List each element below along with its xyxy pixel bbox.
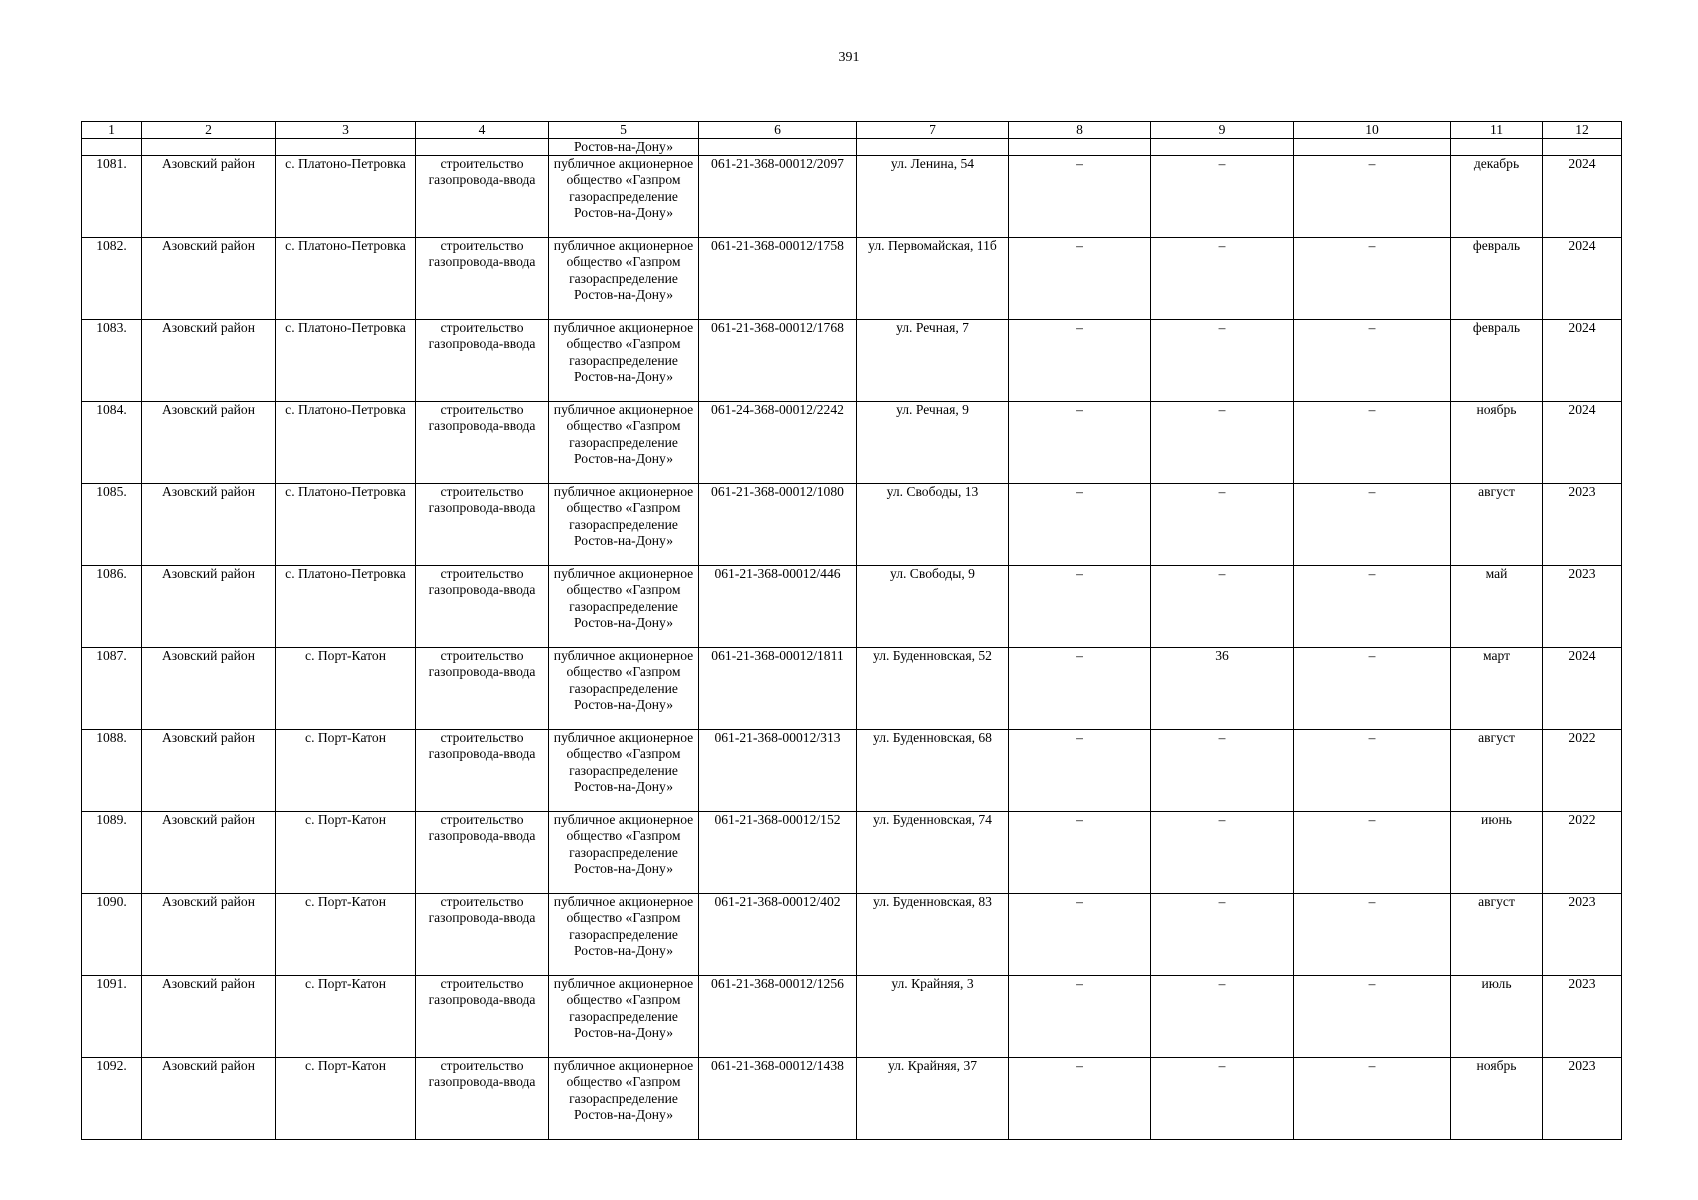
year-cell: 2023 xyxy=(1543,566,1622,648)
row-number-cell: 1091. xyxy=(82,976,142,1058)
month-cell: ноябрь xyxy=(1451,1058,1543,1140)
column-header: 3 xyxy=(276,122,416,139)
table-cell xyxy=(699,139,857,156)
organization-cell: публичное акционерное общество «Газпром газораспределение Ростов-на-Дону» xyxy=(549,648,699,730)
month-cell: март xyxy=(1451,648,1543,730)
work-type-cell: строительство газопровода-ввода xyxy=(416,812,549,894)
organization-cell: публичное акционерное общество «Газпром газораспределение Ростов-на-Дону» xyxy=(549,566,699,648)
object-id-cell: 061-21-368-00012/1256 xyxy=(699,976,857,1058)
district-cell: Азовский район xyxy=(142,402,276,484)
district-cell: Азовский район xyxy=(142,812,276,894)
table-row xyxy=(82,566,1622,648)
table-row xyxy=(82,730,1622,812)
row-number-cell: 1092. xyxy=(82,1058,142,1140)
month-cell: июнь xyxy=(1451,812,1543,894)
column-header: 12 xyxy=(1543,122,1622,139)
col8-cell: – xyxy=(1009,238,1151,320)
district-cell: Азовский район xyxy=(142,1058,276,1140)
address-cell: ул. Буденновская, 68 xyxy=(857,730,1009,812)
year-cell: 2024 xyxy=(1543,402,1622,484)
column-header: 5 xyxy=(549,122,699,139)
district-cell: Азовский район xyxy=(142,894,276,976)
table-row xyxy=(82,320,1622,402)
column-number-row xyxy=(82,122,1622,139)
table-row xyxy=(82,648,1622,730)
table-cell xyxy=(1543,139,1622,156)
object-id-cell: 061-21-368-00012/1768 xyxy=(699,320,857,402)
col10-cell: – xyxy=(1294,1058,1451,1140)
column-header: 8 xyxy=(1009,122,1151,139)
col8-cell: – xyxy=(1009,648,1151,730)
col9-cell: – xyxy=(1151,238,1294,320)
address-cell: ул. Свободы, 9 xyxy=(857,566,1009,648)
table-cell xyxy=(1451,139,1543,156)
col9-cell: – xyxy=(1151,1058,1294,1140)
district-cell: Азовский район xyxy=(142,484,276,566)
column-header: 6 xyxy=(699,122,857,139)
row-number-cell: 1089. xyxy=(82,812,142,894)
col9-cell: – xyxy=(1151,894,1294,976)
work-type-cell: строительство газопровода-ввода xyxy=(416,648,549,730)
col8-cell: – xyxy=(1009,320,1151,402)
month-cell: май xyxy=(1451,566,1543,648)
table-row xyxy=(82,812,1622,894)
locality-cell: с. Порт-Катон xyxy=(276,812,416,894)
col8-cell: – xyxy=(1009,730,1151,812)
col9-cell: – xyxy=(1151,402,1294,484)
col9-cell: – xyxy=(1151,976,1294,1058)
table-cell xyxy=(857,139,1009,156)
col9-cell: – xyxy=(1151,566,1294,648)
work-type-cell: строительство газопровода-ввода xyxy=(416,402,549,484)
month-cell: август xyxy=(1451,730,1543,812)
locality-cell: с. Порт-Катон xyxy=(276,730,416,812)
row-number-cell: 1081. xyxy=(82,156,142,238)
work-type-cell: строительство газопровода-ввода xyxy=(416,320,549,402)
row-number-cell: 1090. xyxy=(82,894,142,976)
col10-cell: – xyxy=(1294,320,1451,402)
column-header: 9 xyxy=(1151,122,1294,139)
month-cell: ноябрь xyxy=(1451,402,1543,484)
address-cell: ул. Крайняя, 3 xyxy=(857,976,1009,1058)
col10-cell: – xyxy=(1294,156,1451,238)
object-id-cell: 061-21-368-00012/1080 xyxy=(699,484,857,566)
district-cell: Азовский район xyxy=(142,730,276,812)
locality-cell: с. Платоно-Петровка xyxy=(276,156,416,238)
year-cell: 2022 xyxy=(1543,812,1622,894)
locality-cell: с. Платоно-Петровка xyxy=(276,566,416,648)
table-row xyxy=(82,894,1622,976)
year-cell: 2022 xyxy=(1543,730,1622,812)
object-id-cell: 061-21-368-00012/446 xyxy=(699,566,857,648)
work-type-cell: строительство газопровода-ввода xyxy=(416,1058,549,1140)
col10-cell: – xyxy=(1294,484,1451,566)
col9-cell: 36 xyxy=(1151,648,1294,730)
organization-cell: публичное акционерное общество «Газпром газораспределение Ростов-на-Дону» xyxy=(549,730,699,812)
col8-cell: – xyxy=(1009,566,1151,648)
locality-cell: с. Порт-Катон xyxy=(276,1058,416,1140)
col8-cell: – xyxy=(1009,976,1151,1058)
organization-cell: публичное акционерное общество «Газпром газораспределение Ростов-на-Дону» xyxy=(549,812,699,894)
locality-cell: с. Платоно-Петровка xyxy=(276,238,416,320)
col8-cell: – xyxy=(1009,402,1151,484)
address-cell: ул. Речная, 7 xyxy=(857,320,1009,402)
table-row xyxy=(82,402,1622,484)
col8-cell: – xyxy=(1009,894,1151,976)
year-cell: 2023 xyxy=(1543,976,1622,1058)
column-header: 10 xyxy=(1294,122,1451,139)
address-cell: ул. Буденновская, 83 xyxy=(857,894,1009,976)
locality-cell: с. Порт-Катон xyxy=(276,976,416,1058)
row-number-cell: 1086. xyxy=(82,566,142,648)
address-cell: ул. Свободы, 13 xyxy=(857,484,1009,566)
object-id-cell: 061-24-368-00012/2242 xyxy=(699,402,857,484)
month-cell: февраль xyxy=(1451,320,1543,402)
district-cell: Азовский район xyxy=(142,648,276,730)
address-cell: ул. Крайняя, 37 xyxy=(857,1058,1009,1140)
year-cell: 2024 xyxy=(1543,648,1622,730)
locality-cell: с. Платоно-Петровка xyxy=(276,402,416,484)
table-cell xyxy=(142,139,276,156)
data-table xyxy=(81,121,1622,1140)
year-cell: 2024 xyxy=(1543,156,1622,238)
district-cell: Азовский район xyxy=(142,238,276,320)
column-header: 4 xyxy=(416,122,549,139)
row-number-cell: 1085. xyxy=(82,484,142,566)
organization-cell: публичное акционерное общество «Газпром газораспределение Ростов-на-Дону» xyxy=(549,402,699,484)
col9-cell: – xyxy=(1151,730,1294,812)
object-id-cell: 061-21-368-00012/152 xyxy=(699,812,857,894)
district-cell: Азовский район xyxy=(142,566,276,648)
col10-cell: – xyxy=(1294,566,1451,648)
table-cell xyxy=(1294,139,1451,156)
object-id-cell: 061-21-368-00012/313 xyxy=(699,730,857,812)
col10-cell: – xyxy=(1294,812,1451,894)
table-cell xyxy=(276,139,416,156)
year-cell: 2023 xyxy=(1543,1058,1622,1140)
work-type-cell: строительство газопровода-ввода xyxy=(416,894,549,976)
row-number-cell: 1087. xyxy=(82,648,142,730)
object-id-cell: 061-21-368-00012/402 xyxy=(699,894,857,976)
locality-cell: с. Порт-Катон xyxy=(276,894,416,976)
table-row xyxy=(82,1058,1622,1140)
col9-cell: – xyxy=(1151,156,1294,238)
year-cell: 2024 xyxy=(1543,238,1622,320)
col10-cell: – xyxy=(1294,730,1451,812)
column-header: 7 xyxy=(857,122,1009,139)
locality-cell: с. Платоно-Петровка xyxy=(276,320,416,402)
object-id-cell: 061-21-368-00012/1811 xyxy=(699,648,857,730)
column-header: 11 xyxy=(1451,122,1543,139)
col9-cell: – xyxy=(1151,484,1294,566)
table-cell xyxy=(82,139,142,156)
organization-cell: публичное акционерное общество «Газпром газораспределение Ростов-на-Дону» xyxy=(549,156,699,238)
work-type-cell: строительство газопровода-ввода xyxy=(416,730,549,812)
object-id-cell: 061-21-368-00012/2097 xyxy=(699,156,857,238)
address-cell: ул. Первомайская, 11б xyxy=(857,238,1009,320)
work-type-cell: строительство газопровода-ввода xyxy=(416,566,549,648)
col8-cell: – xyxy=(1009,484,1151,566)
work-type-cell: строительство газопровода-ввода xyxy=(416,238,549,320)
work-type-cell: строительство газопровода-ввода xyxy=(416,156,549,238)
month-cell: июль xyxy=(1451,976,1543,1058)
col10-cell: – xyxy=(1294,402,1451,484)
column-header: 1 xyxy=(82,122,142,139)
month-cell: декабрь xyxy=(1451,156,1543,238)
table-row xyxy=(82,238,1622,320)
month-cell: август xyxy=(1451,894,1543,976)
locality-cell: с. Порт-Катон xyxy=(276,648,416,730)
column-header: 2 xyxy=(142,122,276,139)
object-id-cell: 061-21-368-00012/1438 xyxy=(699,1058,857,1140)
table-cell xyxy=(1009,139,1151,156)
organization-cell: публичное акционерное общество «Газпром газораспределение Ростов-на-Дону» xyxy=(549,238,699,320)
work-type-cell: строительство газопровода-ввода xyxy=(416,976,549,1058)
row-number-cell: 1083. xyxy=(82,320,142,402)
month-cell: август xyxy=(1451,484,1543,566)
locality-cell: с. Платоно-Петровка xyxy=(276,484,416,566)
address-cell: ул. Ленина, 54 xyxy=(857,156,1009,238)
work-type-cell: строительство газопровода-ввода xyxy=(416,484,549,566)
organization-cell: публичное акционерное общество «Газпром газораспределение Ростов-на-Дону» xyxy=(549,894,699,976)
col9-cell: – xyxy=(1151,320,1294,402)
col8-cell: – xyxy=(1009,156,1151,238)
org-continuation-cell: Ростов-на-Дону» xyxy=(549,139,699,156)
row-number-cell: 1084. xyxy=(82,402,142,484)
col10-cell: – xyxy=(1294,976,1451,1058)
col10-cell: – xyxy=(1294,238,1451,320)
row-number-cell: 1082. xyxy=(82,238,142,320)
district-cell: Азовский район xyxy=(142,976,276,1058)
organization-cell: публичное акционерное общество «Газпром газораспределение Ростов-на-Дону» xyxy=(549,1058,699,1140)
continuation-row xyxy=(82,139,1622,156)
organization-cell: публичное акционерное общество «Газпром газораспределение Ростов-на-Дону» xyxy=(549,320,699,402)
col10-cell: – xyxy=(1294,894,1451,976)
table-cell xyxy=(416,139,549,156)
col10-cell: – xyxy=(1294,648,1451,730)
col8-cell: – xyxy=(1009,1058,1151,1140)
object-id-cell: 061-21-368-00012/1758 xyxy=(699,238,857,320)
table-cell xyxy=(1151,139,1294,156)
month-cell: февраль xyxy=(1451,238,1543,320)
page-number: 391 xyxy=(838,50,860,65)
address-cell: ул. Буденновская, 74 xyxy=(857,812,1009,894)
district-cell: Азовский район xyxy=(142,320,276,402)
year-cell: 2024 xyxy=(1543,320,1622,402)
table-row xyxy=(82,976,1622,1058)
year-cell: 2023 xyxy=(1543,484,1622,566)
address-cell: ул. Речная, 9 xyxy=(857,402,1009,484)
district-cell: Азовский район xyxy=(142,156,276,238)
year-cell: 2023 xyxy=(1543,894,1622,976)
col8-cell: – xyxy=(1009,812,1151,894)
col9-cell: – xyxy=(1151,812,1294,894)
row-number-cell: 1088. xyxy=(82,730,142,812)
table-row xyxy=(82,484,1622,566)
table-row xyxy=(82,156,1622,238)
organization-cell: публичное акционерное общество «Газпром газораспределение Ростов-на-Дону» xyxy=(549,976,699,1058)
address-cell: ул. Буденновская, 52 xyxy=(857,648,1009,730)
organization-cell: публичное акционерное общество «Газпром газораспределение Ростов-на-Дону» xyxy=(549,484,699,566)
